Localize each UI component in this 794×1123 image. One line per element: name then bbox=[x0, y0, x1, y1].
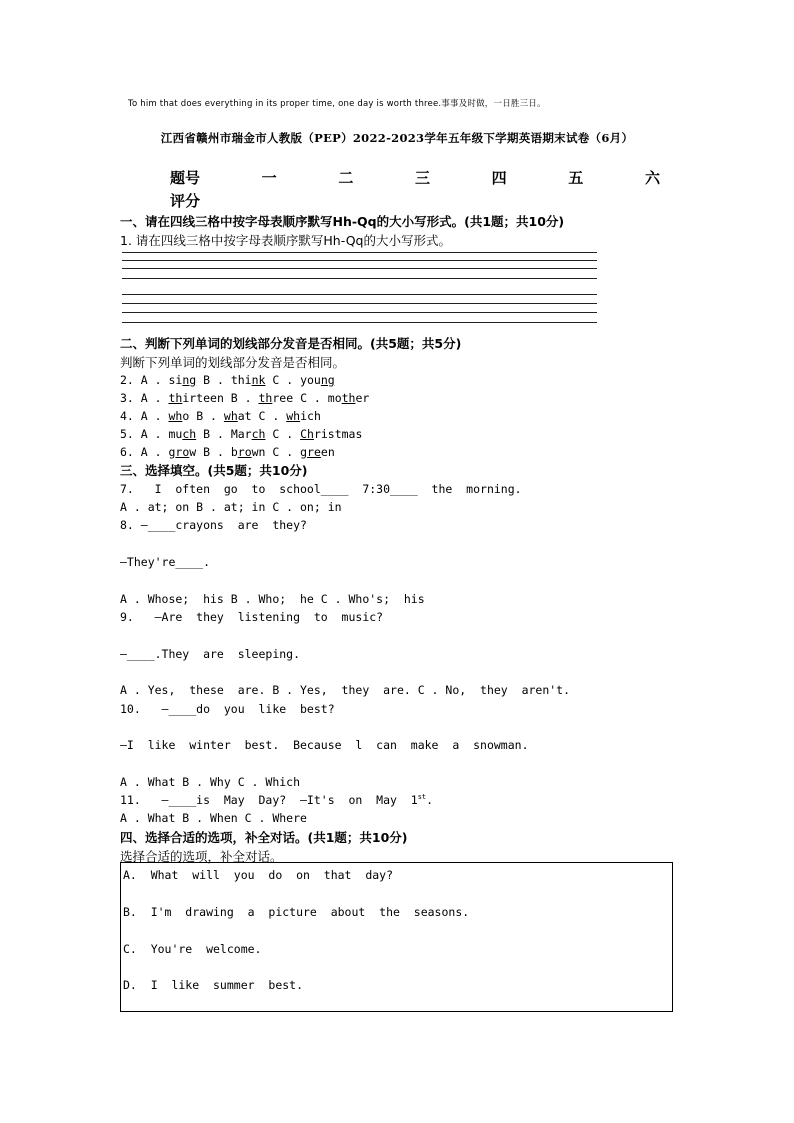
section2-intro: 判断下列单词的划线部分发音是否相同。 bbox=[120, 355, 346, 370]
question-7: 7. I often go to school____ 7:30____ the morning. bbox=[120, 482, 522, 496]
option-d: D. I like summer best. bbox=[123, 978, 304, 992]
score-col-5: 五 bbox=[568, 169, 584, 187]
section4-intro: 选择合适的选项，补全对话。 bbox=[120, 849, 283, 864]
section2-heading: 二、判断下列单词的划线部分发音是否相同。(共5题；共5分) bbox=[120, 336, 462, 351]
section3-heading: 三、选择填空。(共5题；共10分) bbox=[120, 463, 308, 478]
question-4: 4. A . who B . what C . which bbox=[120, 409, 321, 423]
option-c: C. You're welcome. bbox=[123, 942, 262, 956]
question-5: 5. A . much B . March C . Christmas bbox=[120, 427, 363, 441]
page-title: 江西省赣州市瑞金市人教版（PEP）2022-2023学年五年级下学期英语期末试卷（6月） bbox=[160, 131, 634, 145]
option-a: A. What will you do on that day? bbox=[123, 868, 394, 882]
options-box bbox=[120, 862, 673, 1012]
section1-heading: 一、请在四线三格中按字母表顺序默写Hh-Qq的大小写形式。(共1题；共10分) bbox=[120, 214, 565, 229]
question-7-options: A . at; on B . at; in C . on; in bbox=[120, 500, 342, 514]
option-b: B. I'm drawing a picture about the seasons. bbox=[123, 905, 470, 919]
question-10-options: A . What B . Why C . Which bbox=[120, 775, 301, 789]
question-11: 11. —____is May Day? —It's on May 1st. bbox=[120, 793, 434, 807]
question-10: 10. —____do you like best? bbox=[120, 702, 335, 716]
question-8-answer: —They're____. bbox=[120, 555, 211, 569]
question-2: 2. A . sing B . think C . young bbox=[120, 373, 335, 387]
section4-heading: 四、选择合适的选项，补全对话。(共1题；共10分) bbox=[120, 830, 408, 845]
q1-text: 1. 请在四线三格中按字母表顺序默写Hh-Qq的大小写形式。 bbox=[120, 233, 451, 248]
question-6: 6. A . grow B . brown C . green bbox=[120, 445, 335, 459]
score-col-1: 一 bbox=[261, 169, 277, 187]
question-9: 9. —Are they listening to music? bbox=[120, 610, 384, 624]
question-9-answer: —____.They are sleeping. bbox=[120, 647, 301, 661]
question-8: 8. —____crayons are they? bbox=[120, 518, 307, 532]
question-9-options: A . Yes, these are. B . Yes, they are. C . No, they aren't. bbox=[120, 683, 571, 697]
question-11-options: A . What B . When C . Where bbox=[120, 811, 307, 825]
question-8-options: A . Whose; his B . Who; he C . Who's; his bbox=[120, 592, 425, 606]
score-col-2: 二 bbox=[338, 169, 354, 187]
score-col-6: 六 bbox=[644, 169, 660, 187]
score-row-label: 评分 bbox=[170, 192, 201, 210]
four-line-grid bbox=[122, 248, 597, 328]
question-10-answer: —I like winter best. Because l can make a snowman. bbox=[120, 738, 529, 752]
score-col-3: 三 bbox=[414, 169, 430, 187]
question-3: 3. A . thirteen B . three C . mother bbox=[120, 391, 370, 405]
page-motto: To him that does everything in its proper time, one day is worth three.事事及时做，一日胜三日。 bbox=[128, 99, 546, 109]
score-col-4: 四 bbox=[491, 169, 507, 187]
score-table-label: 题号 bbox=[170, 169, 201, 187]
score-table-header bbox=[170, 167, 660, 188]
